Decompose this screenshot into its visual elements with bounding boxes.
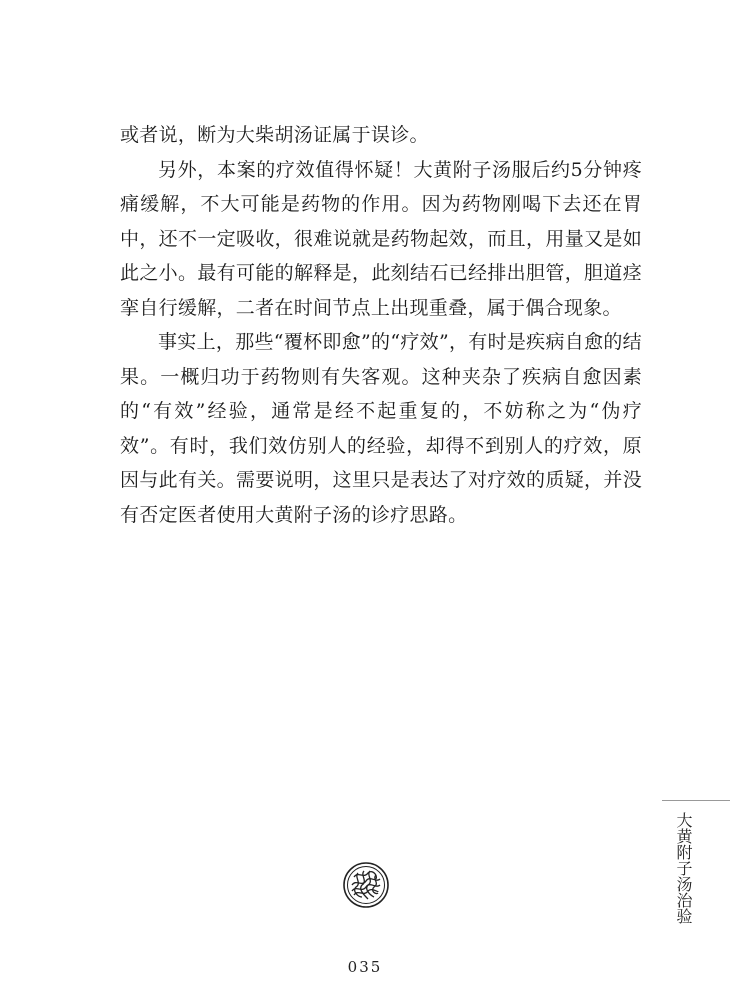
page-number: 035 <box>347 958 383 976</box>
paragraph-1: 或者说，断为大柴胡汤证属于误诊。 <box>120 124 429 146</box>
side-divider <box>662 800 730 801</box>
paragraph-2: 另外，本案的疗效值得怀疑！大黄附子汤服后约5分钟疼痛缓解，不大可能是药物的作用。因为药物刚喝下去还在胃中，还不一定吸收，很难说就是药物起效，而且，用量又是如此之小。最有可能的解释是，此刻结石已经排出胆管，胆道痉挛自行缓解，二者在时间节点上出现重叠，属于偶合现象。 <box>120 158 642 319</box>
chinese-knot-ornament-icon <box>342 861 390 909</box>
running-section-title: 大黄附子汤治验 <box>674 812 693 924</box>
body-text <box>120 118 642 532</box>
paragraph-3: 事实上，那些“覆杯即愈”的“疗效”，有时是疾病自愈的结果。一概归功于药物则有失客观。这种夹杂了疾病自愈因素的“有效”经验，通常是经不起重复的，不妨称之为“伪疗效”。有时，我们效仿别人的经验，却得不到别人的疗效，原因与此有关。需要说明，这里只是表达了对疗效的质疑，并没有否定医者使用大黄附子汤的诊疗思路。 <box>120 331 642 526</box>
